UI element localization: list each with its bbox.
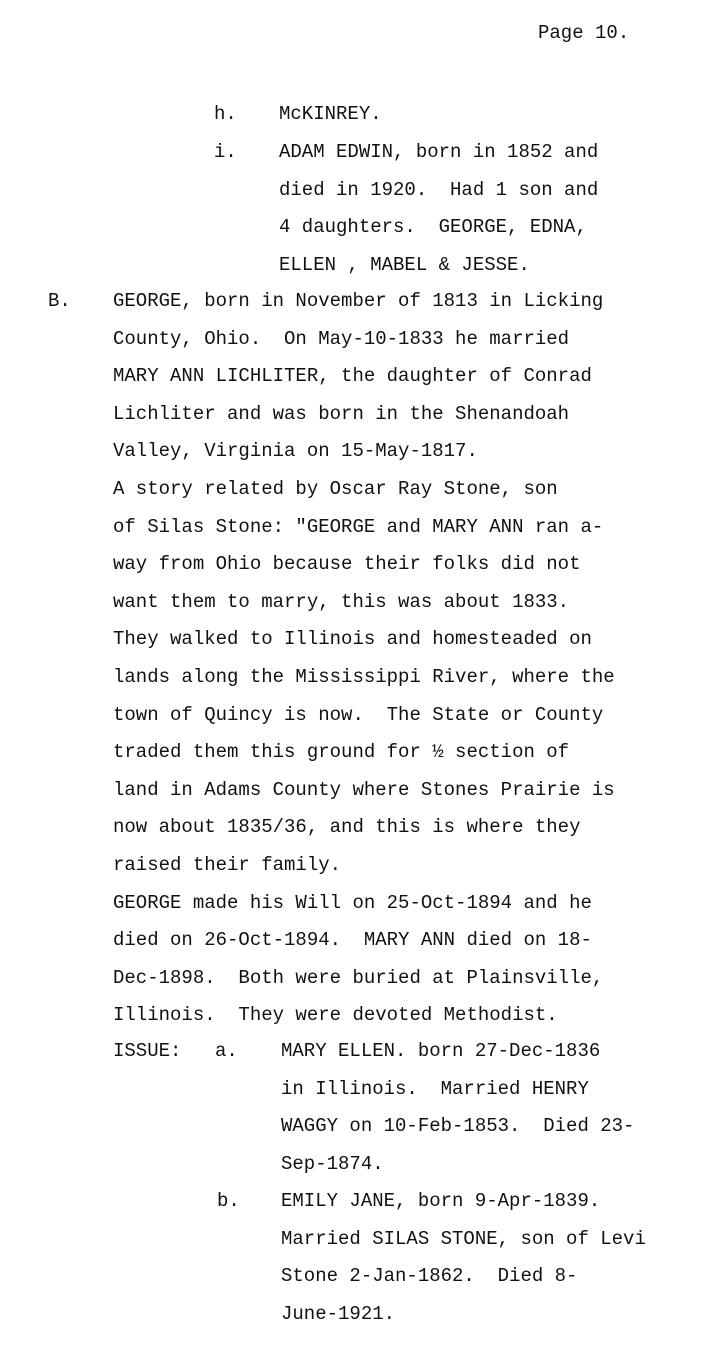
text-line: Married SILAS STONE, son of Levi — [281, 1227, 646, 1250]
text-line: Lichliter and was born in the Shenandoah — [113, 402, 570, 425]
text-line: want them to marry, this was about 1833. — [113, 590, 570, 613]
text-line: EMILY JANE, born 9-Apr-1839. — [281, 1190, 601, 1212]
issue-label: ISSUE: — [113, 1040, 182, 1062]
text-line: GEORGE made his Will on 25-Oct-1894 and he — [113, 891, 592, 914]
text-line: They walked to Illinois and homesteaded on — [113, 628, 592, 651]
issue-a-label: a. — [215, 1040, 238, 1062]
text-line: traded them this ground for ½ section of — [113, 741, 570, 764]
section-b-marker: B. — [48, 290, 71, 312]
text-line: raised their family. — [113, 853, 342, 876]
text-line: GEORGE, born in November of 1813 in Licking — [113, 290, 604, 312]
text-line: died on 26-Oct-1894. MARY ANN died on 18- — [113, 929, 592, 952]
text-line: town of Quincy is now. The State or County — [113, 703, 604, 726]
text-line: now about 1835/36, and this is where they — [113, 816, 581, 839]
text-line: ELLEN , MABEL & JESSE. — [279, 253, 530, 276]
text-line: County, Ohio. On May-10-1833 he married — [113, 327, 570, 350]
page-number: Page 10. — [538, 22, 630, 44]
item-i-label: i. — [214, 141, 237, 163]
text-line: Illinois. They were devoted Methodist. — [113, 1004, 558, 1027]
text-line: WAGGY on 10-Feb-1853. Died 23- — [281, 1115, 635, 1138]
issue-b-label: b. — [217, 1190, 240, 1212]
text-line: died in 1920. Had 1 son and — [279, 178, 599, 201]
section-b-body — [113, 290, 615, 1042]
text-line: MARY ANN LICHLITER, the daughter of Conrad — [113, 365, 592, 388]
text-line: way from Ohio because their folks did not — [113, 553, 581, 576]
text-line: A story related by Oscar Ray Stone, son — [113, 477, 558, 500]
text-line: of Silas Stone: "GEORGE and MARY ANN ran a- — [113, 515, 604, 538]
text-line: Valley, Virginia on 15-May-1817. — [113, 440, 478, 463]
text-line: June-1921. — [281, 1302, 396, 1325]
text-line: ADAM EDWIN, born in 1852 and — [279, 141, 599, 163]
text-line: in Illinois. Married HENRY — [281, 1077, 589, 1100]
text-line: Dec-1898. Both were buried at Plainsville, — [113, 966, 604, 989]
text-line: Stone 2-Jan-1862. Died 8- — [281, 1265, 578, 1288]
item-i-text — [279, 141, 598, 291]
item-h-label: h. — [214, 103, 237, 125]
text-line: land in Adams County where Stones Prairie is — [113, 778, 615, 801]
issue-a-text — [281, 1040, 634, 1190]
text-line: MARY ELLEN. born 27-Dec-1836 — [281, 1040, 601, 1062]
text-line: Sep-1874. — [281, 1152, 384, 1175]
text-line: 4 daughters. GEORGE, EDNA, — [279, 216, 587, 239]
item-h-text: McKINREY. — [279, 103, 382, 125]
text-line: lands along the Mississippi River, where the — [113, 665, 615, 688]
issue-b-text — [281, 1190, 646, 1340]
